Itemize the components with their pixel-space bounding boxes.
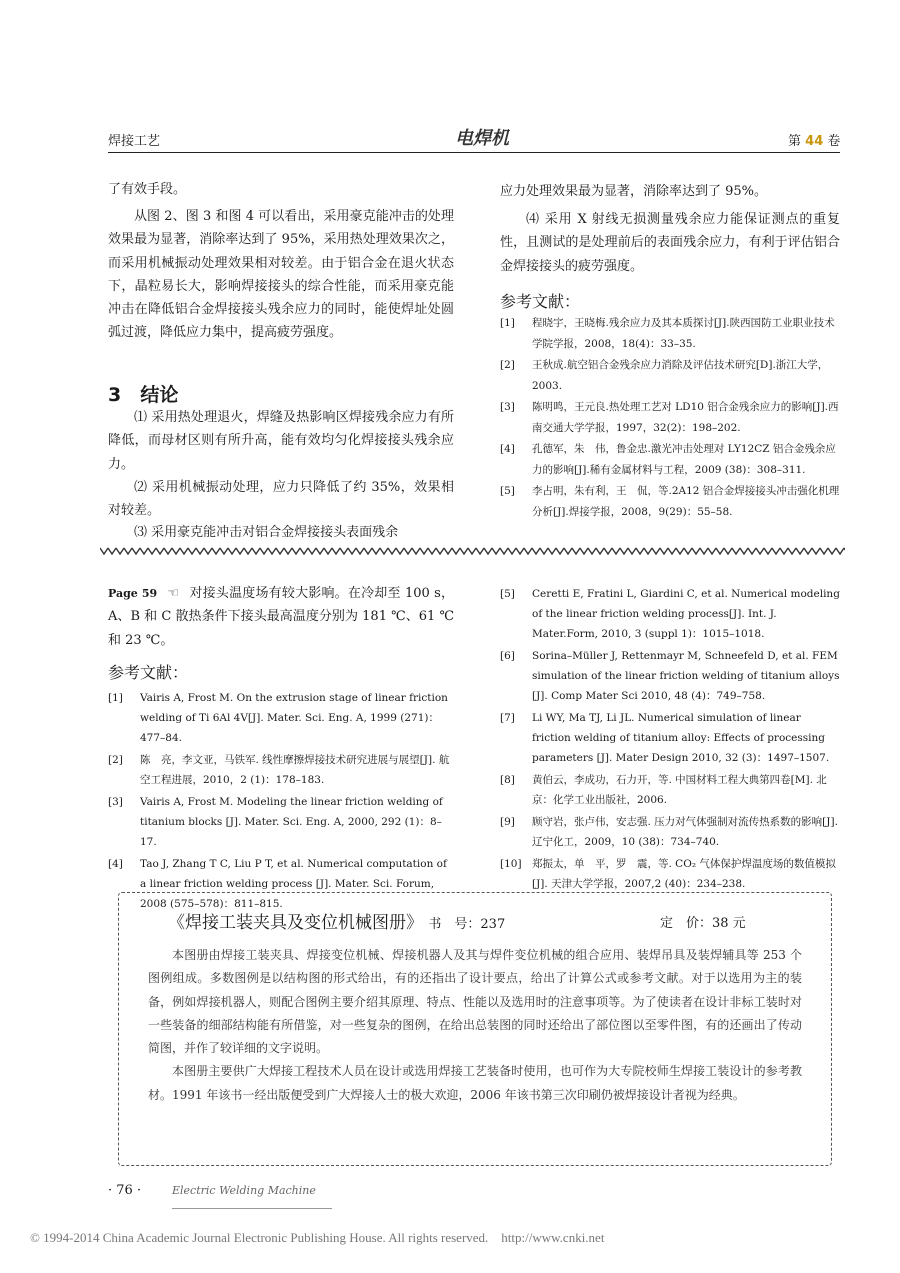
section-title: 结论: [140, 384, 179, 406]
reference-item: [108, 750, 454, 790]
reference-text: 李占明，朱有利，王 侃，等.2A12 铝合金焊接接头冲击强化机理分析[J].焊接学报，2008，9(29)：55–58.: [532, 485, 840, 518]
references-title: 参考文献：: [500, 292, 581, 311]
separator-pattern: [100, 546, 845, 556]
running-header-section: 焊接工艺: [108, 134, 161, 149]
conclusion-3: ⑶ 采用豪克能冲击对铝合金焊接接头表面残余: [134, 525, 399, 540]
reference-text: 黄伯云，李成功，石力开，等. 中国材料工程大典第四卷[M]. 北京：化学工业出版社，2006.: [532, 774, 827, 806]
reference-list: [500, 313, 840, 523]
book-title-line: [168, 908, 505, 933]
book-title: 《焊接工装夹具及变位机械图册》: [168, 913, 423, 933]
reference-number: [5]: [500, 485, 515, 497]
book-number: 书 号：237: [428, 917, 506, 932]
reference-number: [3]: [108, 796, 123, 808]
copyright-notice: © 1994-2014 China Academic Journal Electronic Publishing House. All rights reserved. http://www.cnki.net: [30, 1230, 605, 1245]
volume-suffix: 卷: [827, 134, 841, 149]
conclusion-4: ⑷ 采用 X 射线无损测量残余应力能保证测点的重复性，且测试的是处理前后的表面残余应力，有利于评估铝合金焊接接头的疲劳强度。: [500, 212, 840, 274]
reference-text: Vairis A, Frost M. Modeling the linear friction welding of titanium blocks [J]. Mater. Sci. Eng. A, 2000, 292 (1)：8–17.: [140, 796, 443, 848]
reference-text: Sorina–Müller J, Rettenmayr M, Schneefeld D, et al. FEM simulation of the linear friction welding of titanium alloys [J]. Comp Mater Sci 2010, 48 (4)：749–758.: [532, 650, 840, 702]
reference-text: 顾守岩，张卢伟，安志强. 压力对气体强制对流传热系数的影响[J]. 辽宁化工，2009，10 (38)：734–740.: [532, 816, 838, 848]
volume-prefix: 第: [788, 134, 802, 149]
reference-item: [500, 481, 840, 523]
reference-item: [500, 646, 840, 706]
reference-text: 陈明鸣，王元良.热处理工艺对 LD10 铝合金残余应力的影响[J].西南交通大学学报，1997，32(2)：198–202.: [532, 401, 839, 434]
continued-text-block: [108, 582, 454, 652]
reference-text: Ceretti E, Fratini L, Giardini C, et al. Numerical modeling of the linear friction welding process[J]. Int. J. Mater.Form, 2010, 3 (suppl 1)：1015–1018.: [532, 588, 840, 640]
conclusion-2: ⑵ 采用机械振动处理，应力只降低了约 35%，效果相对较差。: [108, 480, 454, 519]
reference-text: 王秋成.航空铝合金残余应力消除及评估技术研究[D].浙江大学，2003.: [532, 359, 829, 392]
section-number: 3: [108, 384, 122, 406]
reference-number: [1]: [108, 692, 123, 704]
reference-list-2-right: [500, 584, 840, 894]
decorative-separator: [100, 546, 845, 556]
reference-text: Li WY, Ma TJ, Li JL. Numerical simulation of linear friction welding of titanium alloy: Effects of processing parameters [J]. Mater Design 2010, 32 (3)：1497–1507.: [532, 712, 830, 764]
book-description-p1: 本图册由焊接工装夹具、焊接变位机械、焊接机器人及其与焊件变位机械的组合应用、装焊吊具及装焊辅具等 253 个图例组成。多数图例是以结构图的形式给出，有的还指出了设计要点，给出了计算公式或参考文献。对于以选用为主的装备，例如焊接机器人，则配合图例主要介绍其原理、特点、性能以及选用时的注意事项等。为了使读者在设计非标工装时对一些装备的细部结构能有所借鉴，对一些复杂的图例，在给出总装图的同时还给出了部位图以至零件图，有的还画出了传动简图，并作了较详细的文字说明。: [148, 948, 802, 1056]
reference-item: [500, 708, 840, 768]
header-rule: [108, 152, 840, 153]
para-continuation: 了有效手段。: [108, 182, 187, 197]
reference-item: [500, 584, 840, 644]
reference-item: [500, 439, 840, 481]
reference-text: 郑振太，单 平，罗 震，等. CO₂ 气体保护焊温度场的数值模拟[J]. 天津大学学报，2007,2 (40)：234–238.: [532, 858, 836, 890]
journal-logo: 电焊机: [455, 128, 509, 149]
reference-list-2-left: [108, 688, 454, 914]
reference-number: [9]: [500, 816, 515, 828]
reference-item: [108, 688, 454, 748]
reference-text: Vairis A, Frost M. On the extrusion stage of linear friction welding of Ti 6Al 4V[J]. Mater. Sci. Eng. A, 1999 (271)：477–84.: [140, 692, 448, 744]
references-title-2: 参考文献：: [108, 663, 189, 682]
reference-number: [2]: [108, 754, 123, 766]
page-reference: Page 59: [108, 587, 158, 600]
book-description-p2: 本图册主要供广大焊接工程技术人员在设计或选用焊接工艺装备时使用，也可作为大专院校师生焊接工装设计的参考教材。1991 年该书一经出版便受到广大焊接人士的极大欢迎，2006 年该书第三次印刷仍被焊接设计者视为经典。: [148, 1064, 802, 1102]
reference-item: [500, 397, 840, 439]
reference-number: [2]: [500, 359, 515, 371]
reference-number: [7]: [500, 712, 515, 724]
reference-text: 陈 亮，李文亚，马铁军. 线性摩擦焊接技术研究进展与展望[J]. 航空工程进展，2010，2 (1)：178–183.: [140, 754, 450, 786]
reference-item: [500, 854, 840, 894]
section-heading: [108, 380, 454, 407]
volume-label: [788, 130, 840, 149]
book-price: 定 价：38 元: [660, 916, 746, 931]
page-number: · 76 ·: [108, 1183, 142, 1198]
volume-number: 44: [805, 134, 824, 149]
reference-text: Tao J, Zhang T C, Liu P T, et al. Numerical computation of a linear friction welding process [J]. Mater. Sci. Forum, 2008 (575–578)：811–815.: [140, 858, 447, 910]
continued-text: 对接头温度场有较大影响。在冷却至 100 s，A、B 和 C 散热条件下接头最高温度分别为 181 ℃、61 ℃和 23 ℃。: [108, 586, 455, 648]
para-analysis: 从图 2、图 3 和图 4 可以看出，采用豪克能冲击的处理效果最为显著，消除率达到了 95%，采用热处理效果次之，而采用机械振动处理效果相对较差。由于铝合金在退火状态下，晶粒易长大，影响焊接接头的综合性能，而采用豪克能冲击在降低铝合金焊接接头残余应力的同时，能使焊址处圆弧过渡，降低应力集中，提高疲劳强度。: [108, 209, 454, 341]
reference-item: [500, 770, 840, 810]
reference-number: [4]: [500, 443, 515, 455]
reference-number: [3]: [500, 401, 515, 413]
reference-number: [10]: [500, 858, 522, 870]
reference-text: 程晓宇，王晓梅.残余应力及其本质探讨[J].陕西国防工业职业技术学院学报，2008，18(4)：33–35.: [532, 317, 835, 350]
reference-item: [108, 792, 454, 852]
reference-number: [4]: [108, 858, 123, 870]
reference-number: [5]: [500, 588, 515, 600]
reference-number: [8]: [500, 774, 515, 786]
conclusion-1: ⑴ 采用热处理退火，焊缝及热影响区焊接残余应力有所降低，而母材区则有所升高，能有效均匀化焊接接头残余应力。: [108, 410, 454, 472]
reference-item: [500, 812, 840, 852]
reference-number: [6]: [500, 650, 515, 662]
reference-item: [500, 313, 840, 355]
book-description: [148, 944, 802, 1107]
continued-paragraph: [108, 582, 454, 652]
footer-rule: [172, 1208, 332, 1209]
journal-name: Electric Welding Machine: [172, 1184, 316, 1197]
reference-number: [1]: [500, 317, 515, 329]
pointing-hand-icon: ☜: [167, 586, 180, 601]
reference-item: [500, 355, 840, 397]
reference-text: 孔德军，朱 伟，鲁金忠.激光冲击处理对 LY12CZ 铝合金残余应力的影响[J].稀有金属材料与工程，2009 (38)：308–311.: [532, 443, 836, 476]
conclusion-3-cont: 应力处理效果最为显著，消除率达到了 95%。: [500, 184, 768, 199]
